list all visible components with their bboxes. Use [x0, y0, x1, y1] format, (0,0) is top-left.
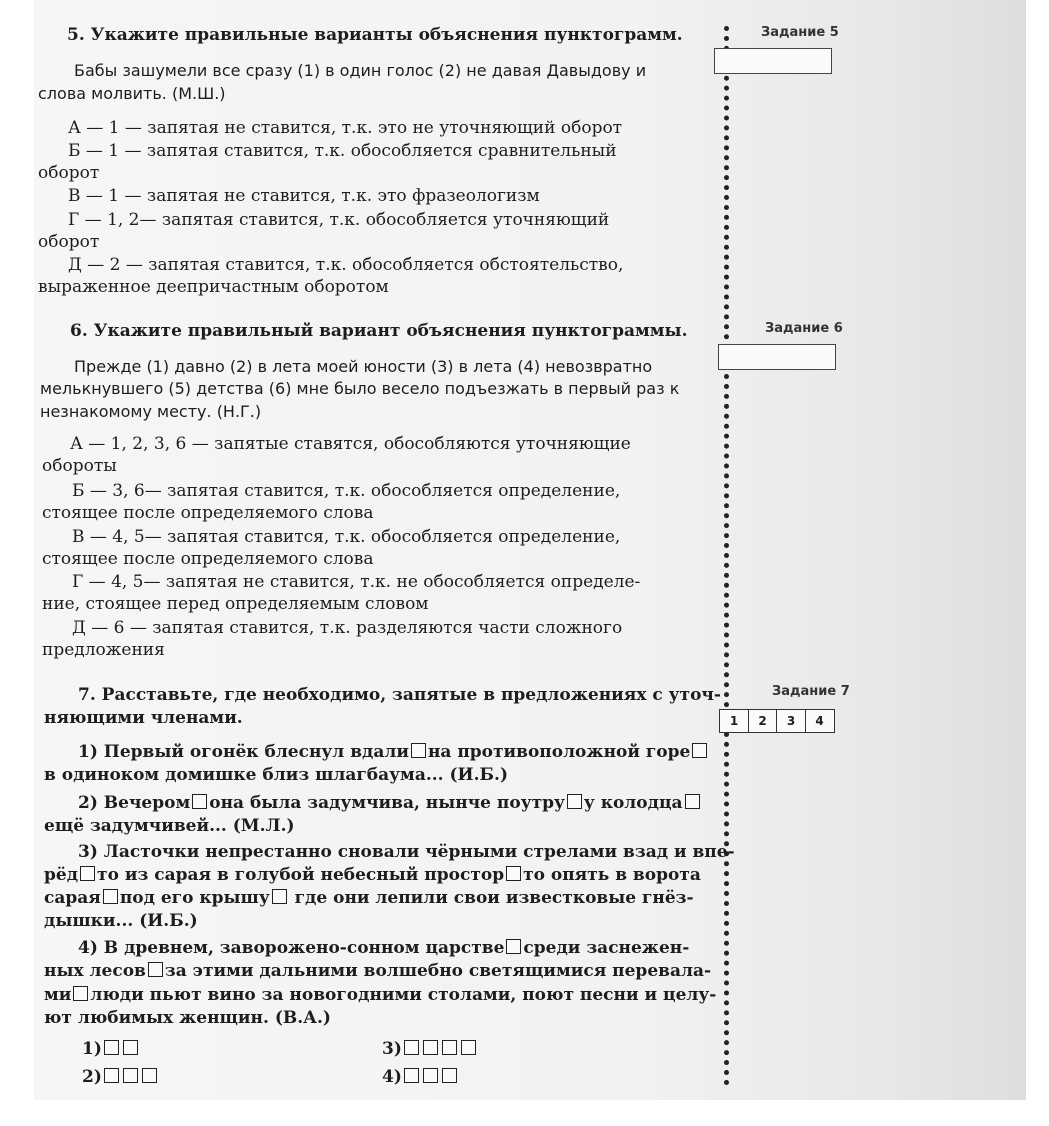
answer-row-3: [382, 1038, 478, 1060]
answer-checkbox[interactable]: [104, 1068, 119, 1083]
comma-checkbox[interactable]: [506, 939, 521, 954]
task7-sentence4-line3: [44, 984, 716, 1006]
s3-text-f: под его крышу: [119, 888, 270, 908]
task5-option-b: Б — 1 — запятая ставится, т.к. обособляется сравнительный: [68, 141, 617, 161]
task6-option-c-cont: стоящее после определяемого слова: [42, 549, 374, 569]
page-sheet: [34, 0, 1026, 1100]
task7-sentence4: [78, 937, 689, 959]
s3-text-c: то из сарая в голубой небесный простор: [97, 865, 505, 885]
comma-checkbox[interactable]: [192, 794, 207, 809]
task7-sentence3-line3: [44, 887, 694, 909]
task5-option-c: В — 1 — запятая не ставится, т.к. это фразеологизм: [68, 186, 540, 206]
task5-option-a: А — 1 — запятая не ставится, т.к. это не уточняющий оборот: [68, 118, 623, 138]
s1-text-a: 1) Первый огонёк блеснул вдали: [78, 742, 409, 762]
task7-label: Задание 7: [772, 684, 850, 699]
answer-row-1-label: 1): [82, 1039, 102, 1059]
task7-answer-cells: [719, 709, 833, 733]
answer-checkbox[interactable]: [404, 1040, 419, 1055]
s3-text-g: где они лепили свои известковые гнёз-: [294, 888, 694, 908]
comma-checkbox[interactable]: [73, 986, 88, 1001]
task6-option-c: В — 4, 5— запятая ставится, т.к. обособляется определение,: [72, 527, 621, 547]
task7-sentence3-line2: [44, 864, 701, 886]
s4-text-f: люди пьют вино за новогодними столами, поют песни и целу-: [90, 985, 717, 1005]
task7-number: 7.: [78, 685, 96, 705]
task7-cell-1[interactable]: 1: [719, 709, 749, 733]
task5-option-e-cont: выраженное деепричастным оборотом: [38, 277, 389, 297]
task6-option-a: А — 1, 2, 3, 6 — запятые ставятся, обособляются уточняющие: [70, 434, 631, 454]
task6-option-e-cont: предложения: [42, 640, 165, 660]
comma-checkbox[interactable]: [567, 794, 582, 809]
task7-sentence3: 3) Ласточки непрестанно сновали чёрными стрелами взад и впе-: [78, 842, 735, 862]
comma-checkbox[interactable]: [685, 794, 700, 809]
task5-sentence-line1: Бабы зашумели все сразу (1) в один голос (2) не давая Давыдову и: [74, 61, 647, 80]
s4-text-d: за этими дальними волшебно светящимися перевала-: [164, 961, 712, 981]
task6-sentence-line1: Прежде (1) давно (2) в лета моей юности (3) в лета (4) невозвратно: [74, 357, 653, 376]
answer-row-4: [382, 1066, 459, 1088]
task7-cell-2[interactable]: 2: [748, 709, 778, 733]
task6-title-text: Укажите правильный вариант объяснения пунктограммы.: [93, 321, 688, 341]
dotted-separator: [724, 26, 729, 1086]
answer-checkbox[interactable]: [461, 1040, 476, 1055]
task6-option-a-cont: обороты: [42, 456, 117, 476]
answer-checkbox[interactable]: [123, 1040, 138, 1055]
task5-option-b-cont: оборот: [38, 163, 100, 183]
task7-sentence4-line4: ют любимых женщин. (В.А.): [44, 1008, 331, 1028]
answer-checkbox[interactable]: [442, 1040, 457, 1055]
answer-checkbox[interactable]: [404, 1068, 419, 1083]
comma-checkbox[interactable]: [103, 889, 118, 904]
task7-sentence1-cont: в одиноком домишке близ шлагбаума... (И.Б.): [44, 765, 509, 785]
comma-checkbox[interactable]: [272, 889, 287, 904]
answer-checkbox[interactable]: [142, 1068, 157, 1083]
page-margin: [1027, 0, 1049, 1126]
task7-sentence1: [78, 741, 709, 763]
s4-text-b: среди заснежен-: [523, 938, 690, 958]
task5-sentence-line2: слова молвить. (М.Ш.): [38, 84, 226, 103]
task7-sentence2-cont: ещё задумчивей... (М.Л.): [44, 816, 295, 836]
task7-title: [78, 684, 721, 706]
answer-checkbox[interactable]: [442, 1068, 457, 1083]
task7-cell-4[interactable]: 4: [805, 709, 835, 733]
answer-row-1: [82, 1038, 140, 1060]
s3-text-b: рёд: [44, 865, 79, 885]
s1-text-b: на противоположной горе: [427, 742, 691, 762]
s2-text-a: 2) Вечером: [78, 793, 191, 813]
answer-checkbox[interactable]: [423, 1068, 438, 1083]
task5-option-e: Д — 2 — запятая ставится, т.к. обособляется обстоятельство,: [68, 255, 624, 275]
task6-label: Задание 6: [765, 321, 843, 336]
task6-sentence-line2: мелькнувшего (5) детства (6) мне было весело подъезжать в первый раз к: [40, 379, 680, 398]
task6-option-b: Б — 3, 6— запятая ставится, т.к. обособляется определение,: [72, 481, 621, 501]
task5-title: [67, 24, 683, 46]
task6-title: [70, 320, 688, 342]
task6-number: 6.: [70, 321, 88, 341]
task7-title-cont: няющими членами.: [44, 708, 243, 728]
task6-option-d-cont: ние, стоящее перед определяемым словом: [42, 594, 429, 614]
task6-option-d: Г — 4, 5— запятая не ставится, т.к. не обособляется определе-: [72, 572, 641, 592]
task6-answer-box[interactable]: [718, 344, 836, 370]
task7-title-text: Расставьте, где необходимо, запятые в предложениях с уточ-: [101, 685, 721, 705]
s2-text-b: она была задумчива, нынче поутру: [209, 793, 565, 813]
s4-text-c: ных лесов: [44, 961, 146, 981]
s2-text-c: у колодца: [583, 793, 683, 813]
answer-row-2-label: 2): [82, 1067, 102, 1087]
comma-checkbox[interactable]: [506, 866, 521, 881]
task6-sentence-line3: незнакомому месту. (Н.Г.): [40, 402, 262, 421]
task6-option-b-cont: стоящее после определяемого слова: [42, 503, 374, 523]
task5-label: Задание 5: [761, 25, 839, 40]
task5-number: 5.: [67, 25, 85, 45]
task5-answer-box[interactable]: [714, 48, 832, 74]
s4-text-a: 4) В древнем, заворожено-сонном царстве: [78, 938, 505, 958]
s4-text-e: ми: [44, 985, 72, 1005]
task5-option-d: Г — 1, 2— запятая ставится, т.к. обособляется уточняющий: [68, 210, 610, 230]
comma-checkbox[interactable]: [692, 743, 707, 758]
comma-checkbox[interactable]: [80, 866, 95, 881]
answer-row-3-label: 3): [382, 1039, 402, 1059]
s3-text-e: сарая: [44, 888, 101, 908]
task7-sentence3-line4: дышки... (И.Б.): [44, 911, 198, 931]
task7-sentence4-line2: [44, 960, 711, 982]
answer-checkbox[interactable]: [423, 1040, 438, 1055]
answer-row-4-label: 4): [382, 1067, 402, 1087]
s3-text-d: то опять в ворота: [523, 865, 701, 885]
comma-checkbox[interactable]: [148, 962, 163, 977]
task7-cell-3[interactable]: 3: [776, 709, 806, 733]
task5-title-text: Укажите правильные варианты объяснения пунктограмм.: [90, 25, 683, 45]
answer-checkbox[interactable]: [123, 1068, 138, 1083]
answer-checkbox[interactable]: [104, 1040, 119, 1055]
task5-option-d-cont: оборот: [38, 232, 100, 252]
task6-option-e: Д — 6 — запятая ставится, т.к. разделяются части сложного: [72, 618, 623, 638]
answer-row-2: [82, 1066, 159, 1088]
task7-sentence2: [78, 792, 702, 814]
comma-checkbox[interactable]: [411, 743, 426, 758]
